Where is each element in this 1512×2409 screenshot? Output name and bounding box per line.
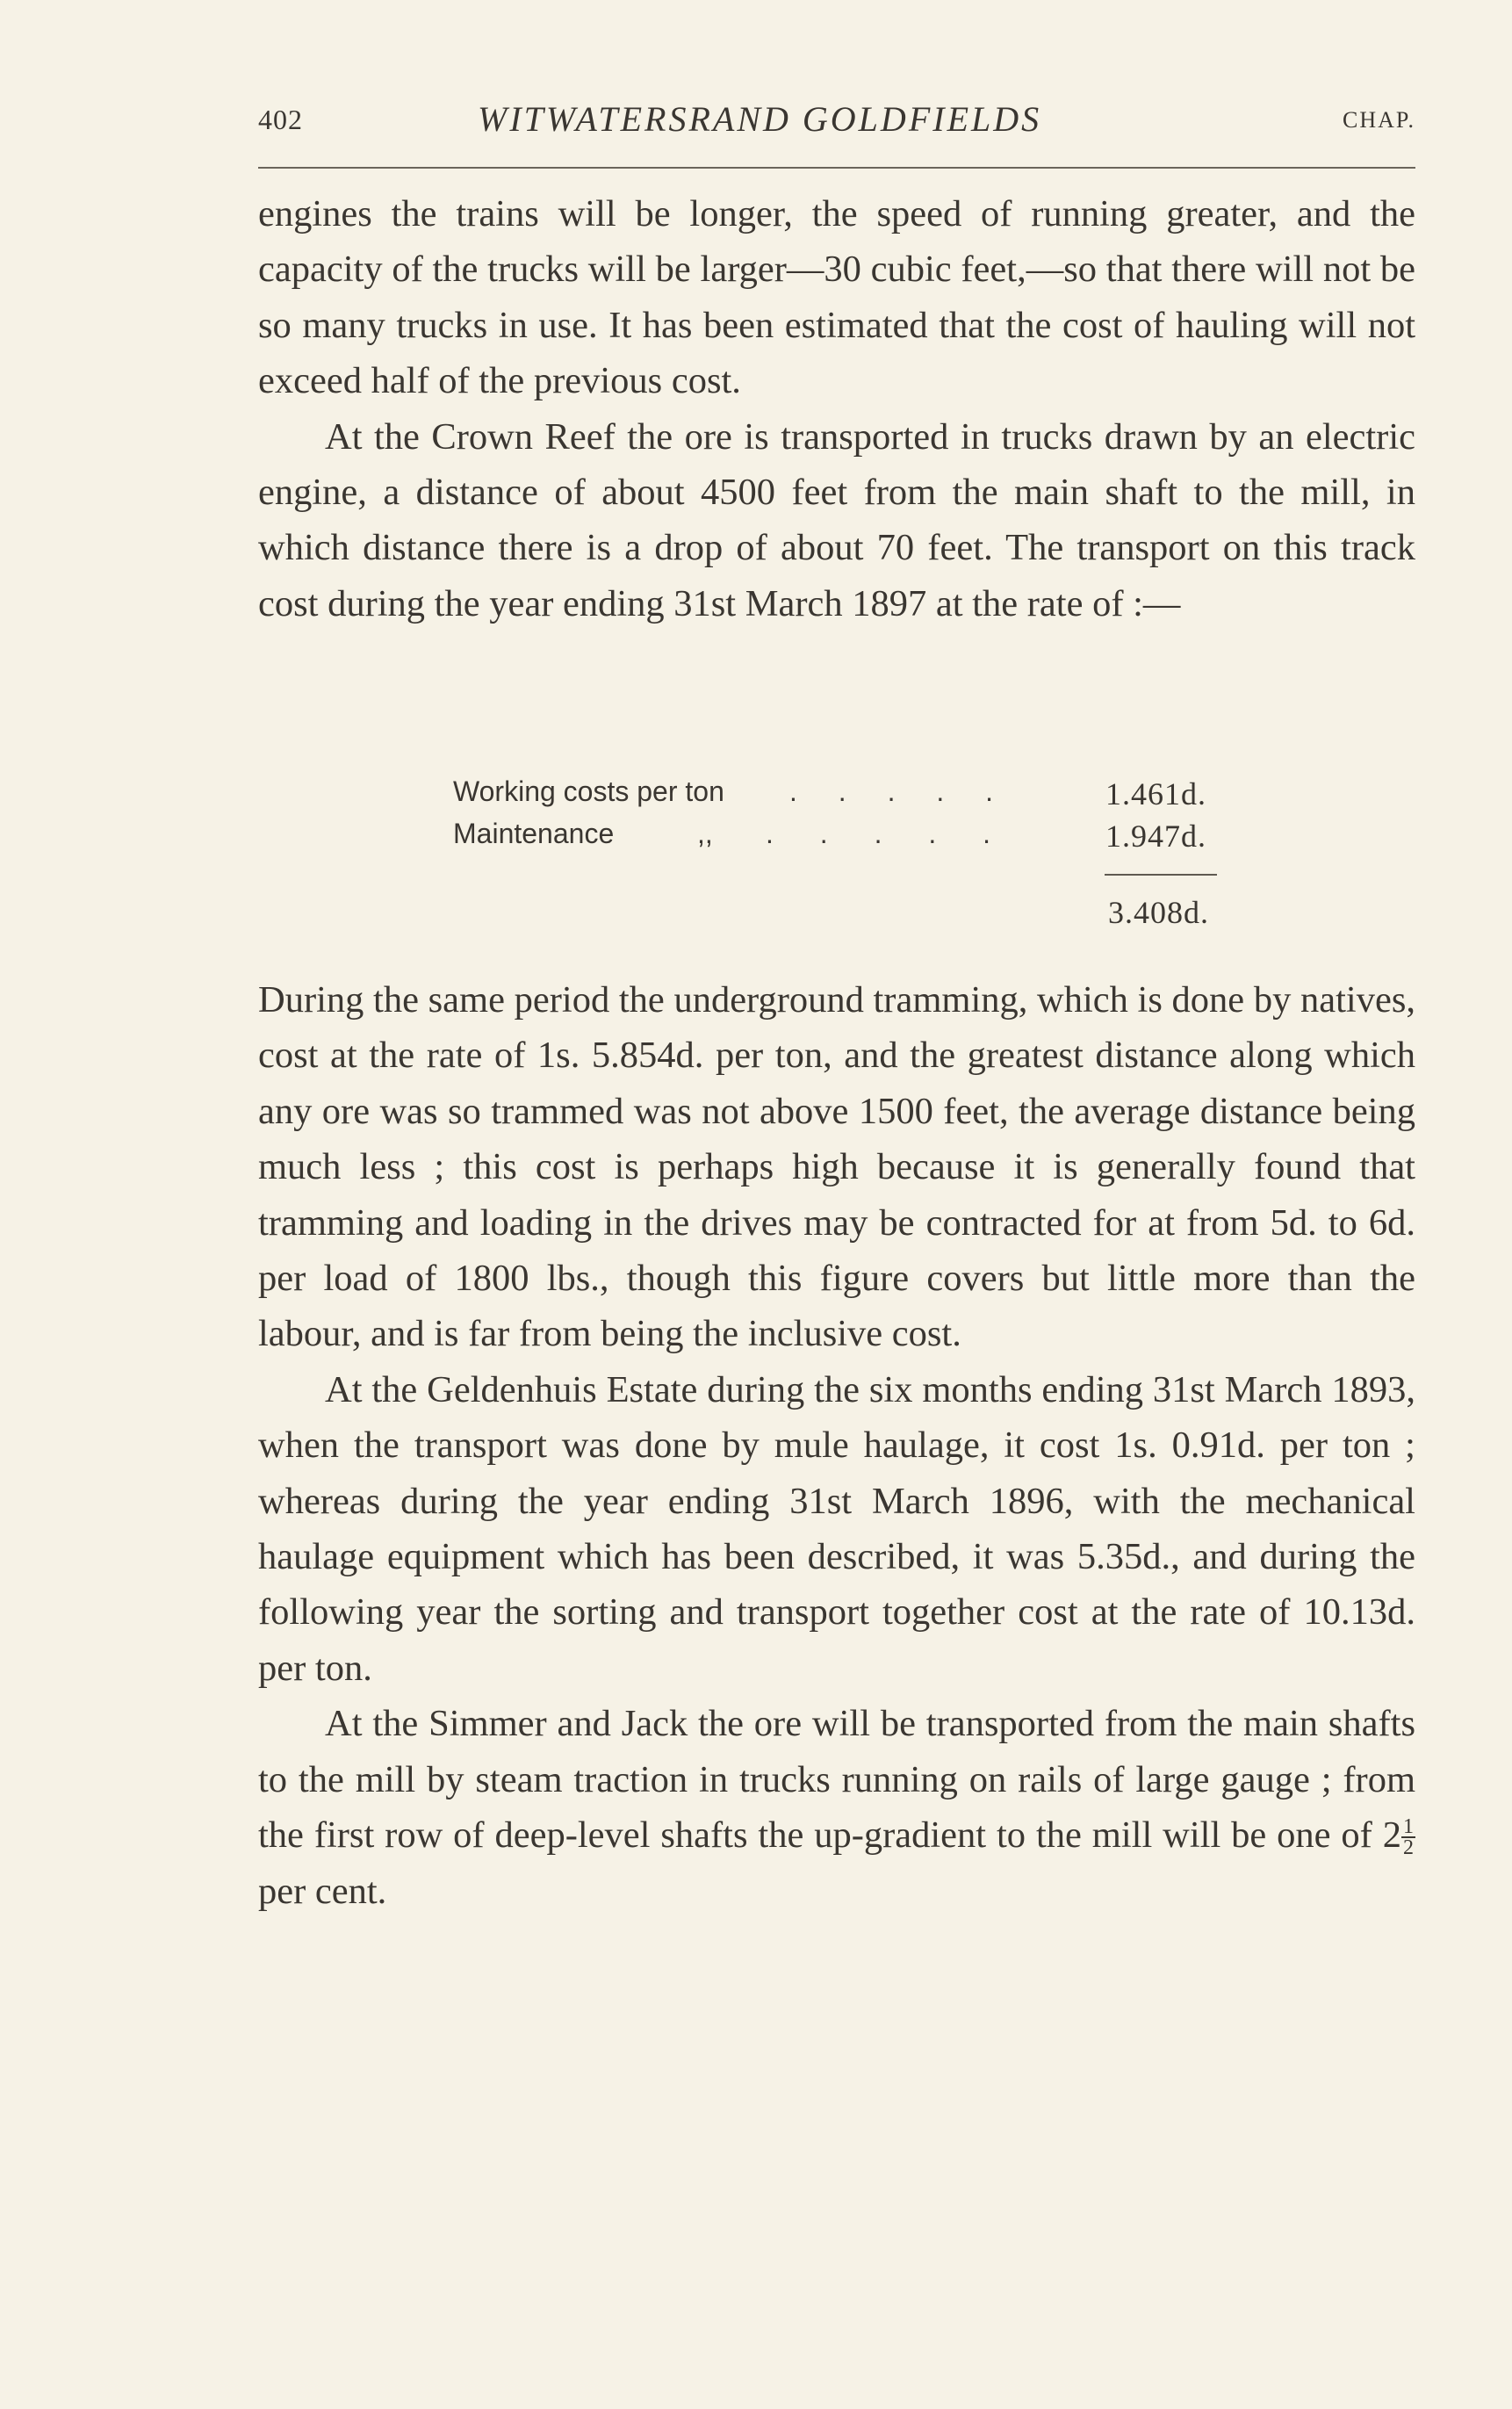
paragraph-simmer-and-jack: [258, 1696, 1415, 1919]
sum-rule: [1105, 874, 1217, 876]
fraction-one-half: [1401, 1815, 1415, 1860]
cost-row-maintenance: [258, 818, 1415, 860]
paragraph-hauling-cost: engines the trains will be longer, the speed of running greater, and the capacity of the trucks will be larger—30 cubic feet,—so that there will not be so many trucks in use. It has been estimated that the cost of hauling will not exceed half of the previous cost.: [258, 193, 1415, 402]
dot-leaders: . . . . .: [789, 775, 994, 807]
cost-label: Working costs per ton: [453, 775, 724, 807]
body-text-top: [258, 186, 1415, 631]
cost-label: Maintenance: [453, 818, 615, 849]
simmer-text-end: per cent.: [258, 1870, 387, 1912]
paragraph-underground-tramming: During the same period the underground tramming, which is done by natives, cost at the rate of 1s. 5.854d. per ton, and the greatest distance along which any ore was so trammed was not above 1500 feet, the average distance being much less ; this cost is perhaps high because it is generally found that tramming and loading in the drives may be contracted for at from 5d. to 6d. per load of 1800 lbs., though this figure covers but little more than the labour, and is far from being the inclusive cost.: [258, 979, 1415, 1355]
cost-value: 1.461d.: [1105, 776, 1206, 811]
paragraph-geldenhuis-estate: At the Geldenhuis Estate during the six months ending 31st March 1893, when the transport was done by mule haulage, it cost 1s. 0.91d. per ton ; whereas during the year ending 31st March 1896, with the mechanical haulage equipment which has been described, it was 5.35d., and during the following year the sorting and transport together cost at the rate of 10.13d. per ton.: [258, 1368, 1415, 1689]
page-number: 402: [258, 104, 303, 135]
body-text-bottom: [258, 972, 1415, 1919]
cost-value: 1.947d.: [1105, 819, 1206, 854]
fraction-numerator: 1: [1403, 1815, 1414, 1839]
chapter-label: CHAP.: [1343, 107, 1415, 133]
cost-table: [258, 764, 1415, 940]
dot-leaders: . . . . .: [766, 818, 991, 849]
simmer-text: At the Simmer and Jack the ore will be transported from the main shafts to the mill by steam traction in trucks running on rails of large gauge ; from the first row of deep-level shafts the up-gradient to the mill will be one of 2: [258, 1703, 1415, 1857]
running-title: WITWATERSRAND GOLDFIELDS: [478, 99, 1042, 139]
cost-row-working: [258, 775, 1415, 818]
paragraph-crown-reef: At the Crown Reef the ore is transported in trucks drawn by an electric engine, a distance of about 4500 feet from the main shaft to the mill, in which distance there is a drop of about 70 feet. The transport on this track cost during the year ending 31st March 1897 at the rate of :—: [258, 415, 1415, 624]
header-rule: [258, 167, 1415, 169]
cost-row-total: [258, 894, 1415, 936]
running-header: [258, 98, 1415, 151]
ditto-mark: ,,: [697, 818, 713, 849]
fraction-denominator: 2: [1403, 1836, 1414, 1860]
cost-total: 3.408d.: [1108, 895, 1209, 930]
